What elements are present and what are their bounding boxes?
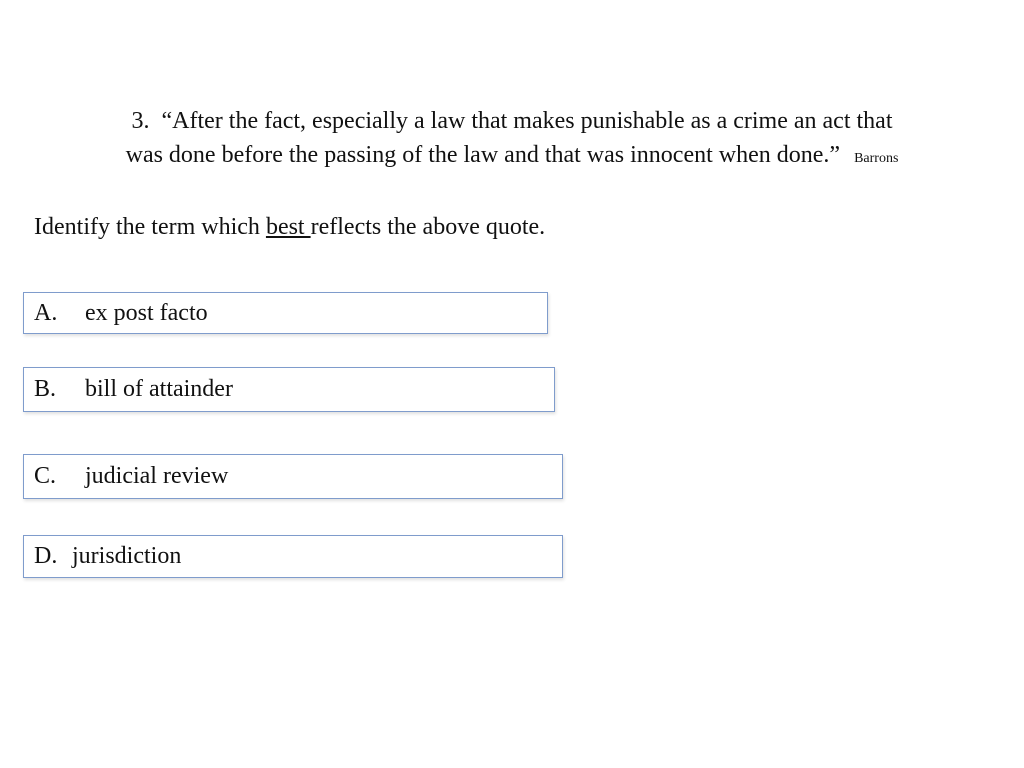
answer-option-c[interactable] [23, 454, 563, 499]
question-prompt [34, 210, 545, 244]
prompt-emphasis: best [265, 214, 311, 240]
option-letter: D. [34, 543, 58, 569]
answer-option-b[interactable] [23, 367, 555, 412]
option-letter: A. [34, 299, 58, 326]
quote-line-1: “After the fact, especially a law that makes punishable as a crime an act that [161, 108, 893, 134]
option-text: jurisdiction [72, 543, 182, 569]
option-letter: B. [34, 376, 57, 402]
option-text: bill of attainder [85, 376, 233, 402]
option-text: judicial review [85, 463, 229, 489]
option-letter: C. [34, 463, 57, 489]
option-text: ex post facto [85, 299, 208, 326]
question-number: 3. [131, 108, 150, 134]
question-quote [50, 104, 974, 176]
prompt-text-after: reflects the above quote. [310, 214, 546, 240]
answer-option-a[interactable] [23, 292, 548, 334]
quote-source: Barrons [854, 151, 899, 166]
answer-option-d[interactable] [23, 535, 563, 578]
prompt-text-before: Identify the term which [34, 214, 266, 240]
quote-line-2: was done before the passing of the law and that was innocent when done.” [125, 142, 841, 168]
